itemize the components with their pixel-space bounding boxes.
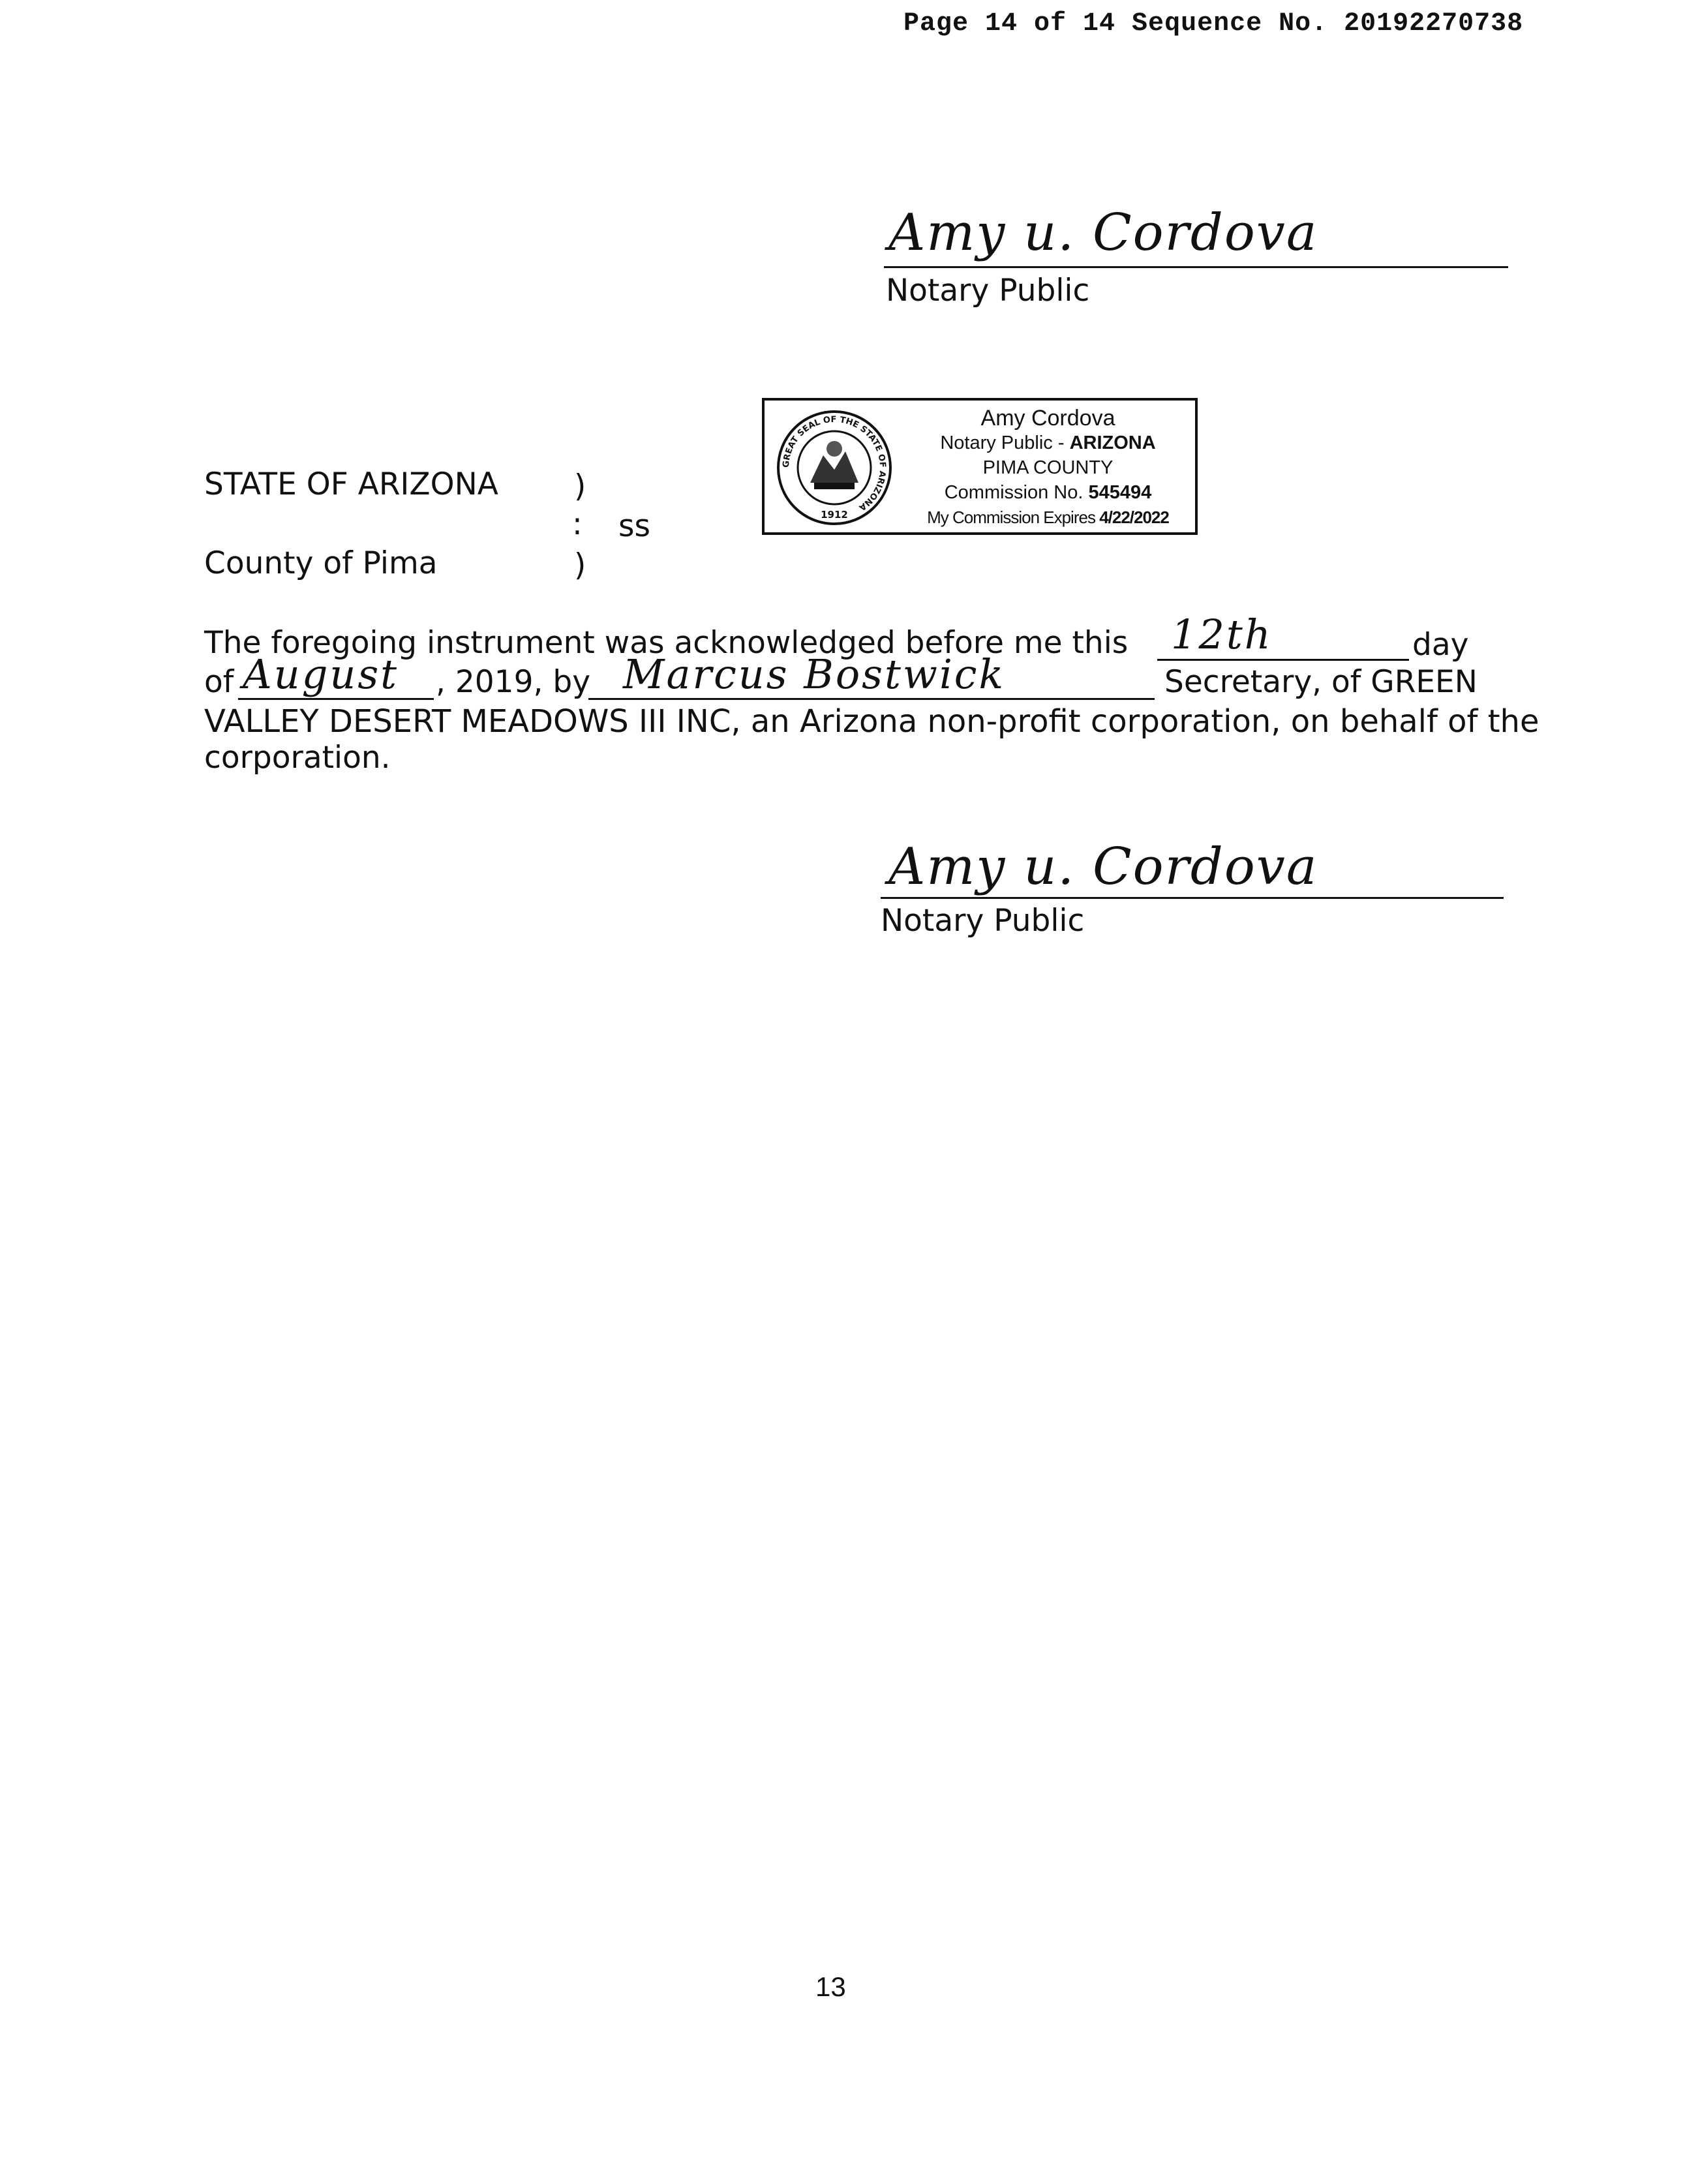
ack-line1-prefix: The foregoing instrument was acknowledged before me this [204, 625, 1129, 661]
stamp-commission [905, 480, 1191, 505]
stamp-expires [905, 505, 1191, 530]
ack-line4: corporation. [204, 740, 391, 776]
stamp-expires-prefix: My Commission Expires [927, 508, 1100, 527]
seal-text: GREAT SEAL OF THE STATE OF ARIZONA [781, 414, 888, 513]
ack-name-value: Marcus Bostwick [623, 650, 1006, 698]
notary-public-label-2: Notary Public [881, 903, 1085, 939]
signature-line-1 [884, 266, 1508, 268]
ack-line3: VALLEY DESERT MEADOWS III INC, an Arizona non-profit corporation, on behalf of the [204, 703, 1539, 740]
venue-colon: : [572, 506, 583, 542]
venue-state: STATE OF ARIZONA [204, 466, 498, 502]
day-blank-line [1157, 659, 1409, 661]
stamp-name: Amy Cordova [980, 406, 1115, 431]
notary-signature-1: Amy u. Cordova [888, 204, 1318, 262]
notary-public-label-1: Notary Public [886, 273, 1090, 309]
stamp-title [905, 431, 1191, 455]
venue-paren-2: ) [574, 547, 586, 583]
stamp-expires-date: 4/22/2022 [1099, 508, 1169, 527]
ack-line2-of: of [204, 664, 234, 700]
ack-month-value: August [243, 650, 399, 698]
notary-signature-2: Amy u. Cordova [888, 838, 1318, 896]
venue-ss: ss [618, 508, 650, 544]
signature-line-2 [881, 897, 1504, 899]
ack-line2-suffix: Secretary, of GREEN [1164, 664, 1478, 700]
month-blank-line [238, 698, 434, 700]
ack-day-value: 12th [1171, 611, 1273, 658]
name-blank-line [588, 698, 1155, 700]
venue-paren-1: ) [574, 468, 586, 504]
page-sequence-header: Page 14 of 14 Sequence No. 20192270738 [903, 9, 1524, 38]
stamp-commission-prefix: Commission No. [944, 482, 1089, 503]
stamp-title-state: ARIZONA [1069, 432, 1156, 453]
ack-line1-suffix: day [1412, 627, 1469, 663]
stamp-county: PIMA COUNTY [982, 457, 1114, 478]
stamp-commission-number: 545494 [1088, 482, 1152, 503]
venue-county: County of Pima [204, 545, 438, 581]
ack-line2-year: , 2019, by [436, 664, 591, 700]
arizona-seal-icon [776, 410, 892, 526]
stamp-title-prefix: Notary Public - [940, 432, 1070, 453]
seal-year: 1912 [821, 509, 848, 521]
page-number: 13 [815, 1971, 846, 2002]
notary-stamp [762, 398, 1198, 535]
